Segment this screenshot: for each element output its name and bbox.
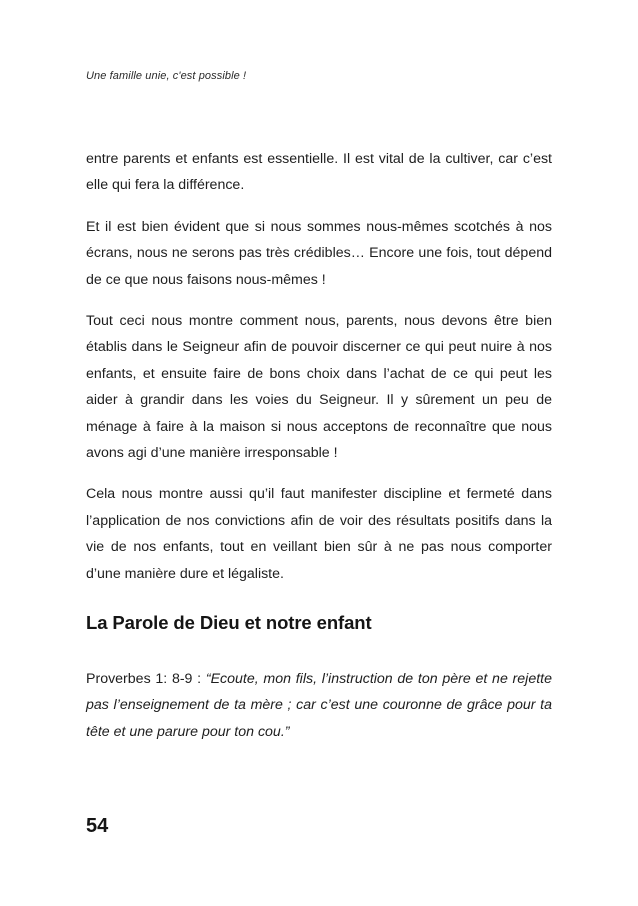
paragraph: Et il est bien évident que si nous sommes nous-mêmes scotchés à nos écrans, nous ne serons pas très crédibles… Encore une fois, tout dépend de ce que nous faisons nous-mêmes ! <box>86 218 552 288</box>
paragraph: Cela nous montre aussi qu’il faut manifester discipline et fermeté dans l’application de nos convictions afin de voir des résultats positifs dans la vie de nos enfants, tout en veillant bien sûr à ne pas nous comporter d’une manière dure et légaliste. <box>86 486 552 582</box>
verse-quote: “Ecoute, mon fils, l’instruction de ton père et ne rejette pas l’enseignement de ta mère ; car c’est une couronne de grâce pour ta tête et une parure pour ton cou.” <box>86 671 552 740</box>
paragraph: Tout ceci nous montre comment nous, parents, nous devons être bien établis dans le Seigneur afin de pouvoir discerner ce qui peut nuire à nos enfants, et ensuite faire de bons choix dans l’achat de ce qui peut les aider à grandir dans les voies du Seigneur. Il y sûrement un peu de ménage à faire à la maison si nous acceptons de reconnaître que nous avons agi d’une manière irresponsable ! <box>86 313 552 462</box>
page-number: 54 <box>86 815 109 837</box>
section-title: La Parole de Dieu et notre enfant <box>86 612 372 633</box>
verse-reference: Proverbes 1: 8-9 : <box>86 671 206 687</box>
verse-paragraph <box>86 666 552 745</box>
body-text <box>86 146 552 602</box>
running-header: Une famille unie, c'est possible ! <box>86 70 247 82</box>
paragraph: entre parents et enfants est essentielle. Il est vital de la cultiver, car c’est elle qui fera la différence. <box>86 151 552 194</box>
